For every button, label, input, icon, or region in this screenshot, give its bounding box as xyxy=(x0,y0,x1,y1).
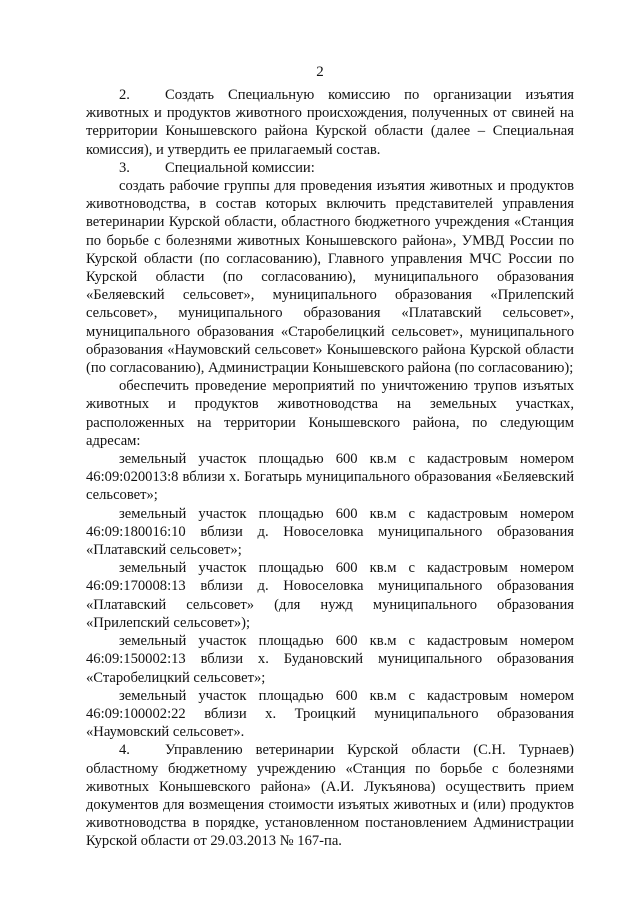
paragraph-item-3 xyxy=(86,159,574,177)
paragraph-text: земельный участок площадью 600 кв.м с кадастровым номером 46:09:100002:22 вблизи х. Троицкий муниципального образования «Наумовский сельсовет». xyxy=(86,687,574,741)
paragraph-disposal-measures xyxy=(86,377,574,450)
paragraph-land-plot-1 xyxy=(86,450,574,505)
paragraph-text: земельный участок площадью 600 кв.м с кадастровым номером 46:09:150002:13 вблизи х. Будановский муниципального образования «Старобелицкий сельсовет»; xyxy=(86,633,574,686)
paragraph-land-plot-2 xyxy=(86,505,574,560)
paragraph-land-plot-4 xyxy=(86,632,574,687)
paragraph-text: земельный участок площадью 600 кв.м с кадастровым номером 46:09:170008:13 вблизи д. Новоселовка муниципального образования «Платавский сельсовет» (для нужд муниципального образования «Прилепский сельсовет»); xyxy=(86,560,574,631)
item-number: 2. xyxy=(119,87,130,103)
paragraph-item-2 xyxy=(86,86,574,159)
page-number: 2 xyxy=(316,64,324,80)
paragraph-text: Создать Специальную комиссию по организации изъятия животных и продуктов животного происхождения, полученных от свиней на территории Конышевского района Курской области (далее – Специальная комиссия), и утвердить ее прилагаемый состав. xyxy=(86,87,574,158)
paragraph-text: Управлению ветеринарии Курской области (С.Н. Турнаев) областному бюджетному учреждению «Станция по борьбе с болезнями животных Конышевского района» (А.И. Лукъянова) осуществить прием документов для возмещения стоимости изъятых животных и (или) продуктов животноводства в порядке, установленном постановлением Администрации Курской области от 29.03.2013 № 167-па. xyxy=(86,742,574,850)
item-number: 3. xyxy=(119,159,130,176)
paragraph-item-4 xyxy=(86,741,574,850)
paragraph-text: Специальной комиссии: xyxy=(165,159,315,176)
paragraph-land-plot-5 xyxy=(86,687,574,742)
paragraph-text: обеспечить проведение мероприятий по уничтожению трупов изъятых животных и продуктов животноводства на земельных участках, расположенных на территории Конышевского района, по следующим адресам: xyxy=(86,378,574,449)
paragraph-land-plot-3 xyxy=(86,559,574,632)
paragraph-text: земельный участок площадью 600 кв.м с кадастровым номером 46:09:020013:8 вблизи х. Богатырь муниципального образования «Беляевский сельсовет»; xyxy=(86,451,574,504)
paragraph-working-groups xyxy=(86,177,574,377)
paragraph-text: создать рабочие группы для проведения изъятия животных и продуктов животноводства, в состав которых включить представителей управления ветеринарии Курской области, областного бюджетного учреждения «Станция по борьбе с болезнями животных Конышевского района», УМВД России по Курской области (по согласованию), Главного управления МЧС России по Курской области (по согласованию), муниципального образования «Беляевский сельсовет», муниципального образования «Прилепский сельсовет», муниципального образования «Платавский сельсовет», муниципального образования «Старобелицкий сельсовет», муниципального образования «Наумовский сельсовет» Конышевского района Курской области (по согласованию), Администрации Конышевского района (по согласованию); xyxy=(86,178,574,377)
item-number: 4. xyxy=(119,742,130,759)
paragraph-text: земельный участок площадью 600 кв.м с кадастровым номером 46:09:180016:10 вблизи д. Новоселовка муниципального образования «Платавский сельсовет»; xyxy=(86,505,574,559)
document-body xyxy=(86,86,574,851)
